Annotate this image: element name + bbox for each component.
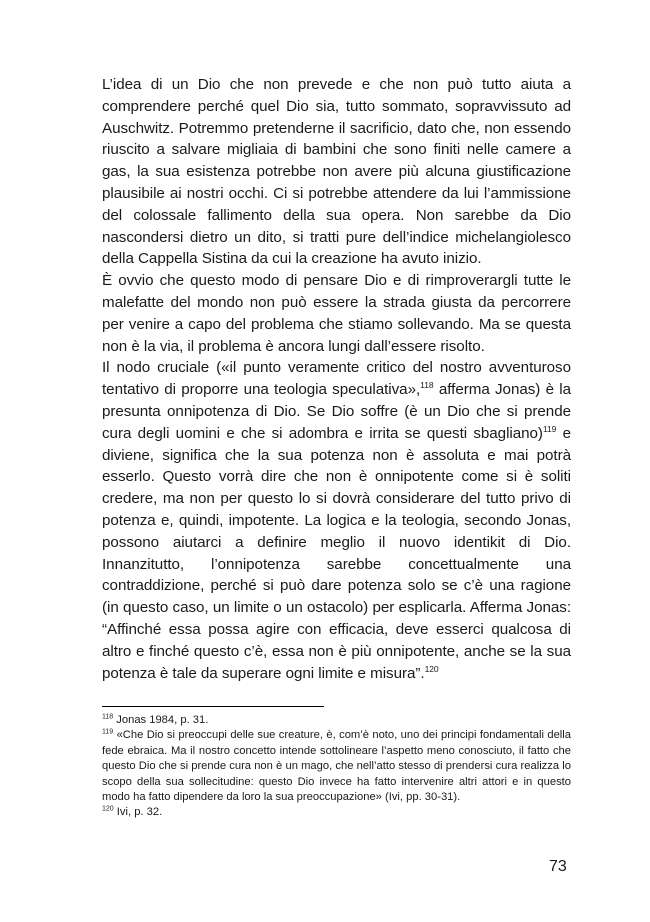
footnote-text: Jonas 1984, p. 31. [116,714,209,726]
footnote-text: «Che Dio si preoccupi delle sue creature, è, com’è noto, uno dei principi fondamentali della fede ebraica. Ma il nostro concetto intende sottolineare l’aspetto meno conosciuto, il fatto che questo Dio che si prende cura non è un mago, che nell’atto stesso di prendersi cura realizza lo scopo della sua sollecitudine: questo Dio invece ha fatto intervenire altri attori e in questo modo ha fatto dipendere da loro la sua preoccupazione» (Ivi, pp. 30-31). [102,729,571,804]
footnote-separator [102,706,324,707]
footnote-number: 120 [102,805,114,813]
footnote-ref: 120 [424,663,439,674]
main-text [102,74,571,684]
paragraph-text: Il nodo cruciale («il punto veramente critico del nostro avventuroso tentativo di proporre una teologia speculativa», [102,359,571,399]
footnote [102,713,571,728]
footnotes [102,713,571,821]
footnote [102,805,571,820]
footnote-number: 118 [102,713,114,721]
footnote [102,728,571,805]
footnote-text: Ivi, p. 32. [116,806,163,819]
paragraph-text: e diviene, significa che la sua potenza non è assoluta e mai potrà esserlo. Questo vorrà dire che non è onnipotente come si è soliti credere, ma non per questo lo si dovrà considerare del tutto privo di potenza e, quindi, impotente. La logica e la teologia, secondo Jonas, possono aiutarci a definire meglio il nuovo identikit di Dio. Innanzitutto, l’onnipotenza sarebbe concettualmente una contraddizione, perché si può dare potenza solo se c’è una ragione (in questo caso, un limite o un ostacolo) per esplicarla. Afferma Jonas: “Affinché essa possa agire con efficacia, deve esserci qualcosa di altro e finché questo c’è, essa non è più onnipotente, anche se la sua potenza è tale da superare ogni limite e misura”. [102,424,571,682]
paragraph-text: afferma Jonas) è la presunta onnipotenza di Dio. Se Dio soffre (è un Dio che si prende cura degli uomini e che si adombra e irrita se questi sbagliano) [102,381,571,442]
paragraph: L’idea di un Dio che non prevede e che non può tutto aiuta a comprendere perché quel Dio sia, tutto sommato, sopravvissuto ad Auschwitz. Potremmo pretenderne il sacrificio, dato che, non essendo riuscito a salvare migliaia di bambini che sono finiti nelle camere a gas, la sua esistenza potrebbe non avere più alcuna giustificazione plausibile ai nostri occhi. Ci si potrebbe attendere da lui l’ammissione del colossale fallimento della sua opera. Non sarebbe da Dio nascondersi dietro un dito, si tratti pure dell’indice michelangiolesco della Cappella Sistina da cui la creazione ha avuto inizio. [102,76,571,268]
footnote-number: 119 [102,728,114,736]
footnote-ref: 119 [542,423,557,434]
paragraph [102,357,571,684]
paragraph: È ovvio che questo modo di pensare Dio e di rimproverargli tutte le malefatte del mondo non può essere la strada giusta da percorrere per venire a capo del problema che stiamo sollevando. Ma se questa non è la via, il problema è ancora lungi dall’essere risolto. [102,272,571,355]
footnote-ref: 118 [420,380,434,391]
page-number: 73 [549,858,567,875]
